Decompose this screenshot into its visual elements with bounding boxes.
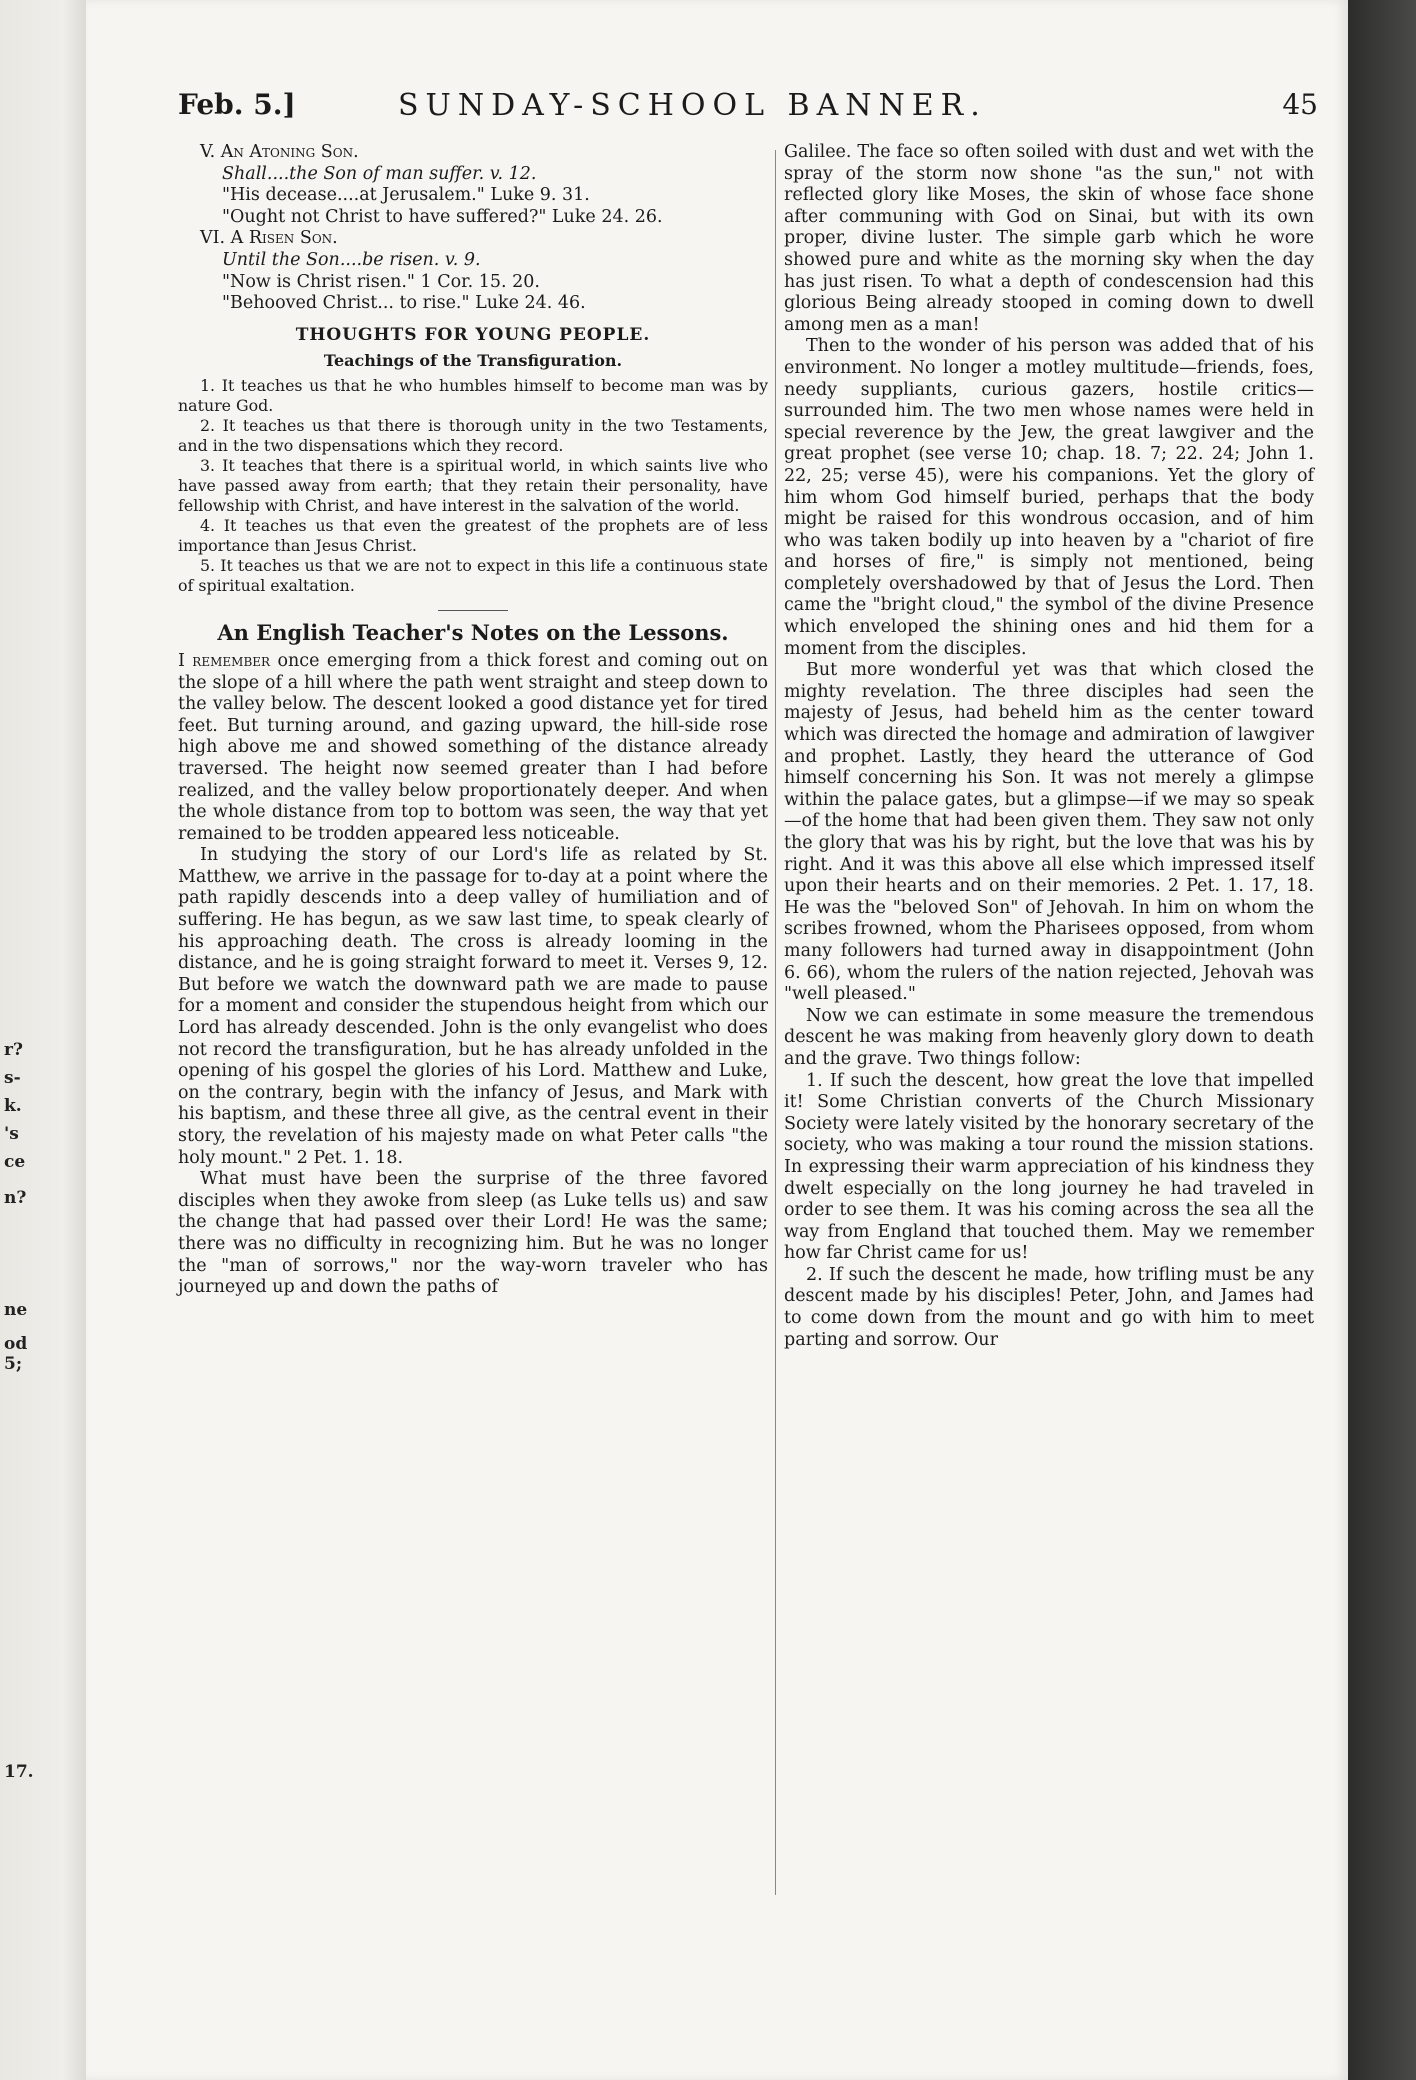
margin-fragment: k.: [4, 1096, 22, 1116]
margin-fragment: 5;: [4, 1354, 23, 1374]
teaching-item: 2. It teaches us that there is thorough unity in the two Testaments, and in the two dispensations which they record.: [178, 415, 768, 455]
teaching-item: 5. It teaches us that we are not to expect in this life a continuous state of spiritual exaltation.: [178, 555, 768, 595]
outline-verse: Until the Son....be risen. v. 9.: [222, 249, 481, 270]
outline-heading: V. An Atoning Son.: [200, 142, 359, 162]
teaching-item: 4. It teaches us that even the greatest of the prophets are of less importance than Jesus Christ.: [178, 515, 768, 555]
section-heading: THOUGHTS FOR YOUNG PEOPLE.: [295, 324, 651, 345]
column-left: [178, 142, 768, 1299]
section-rule: [438, 610, 508, 611]
column-right: [784, 142, 1314, 1351]
article-title: An English Teacher's Notes on the Lessons.: [217, 619, 729, 645]
article-paragraph: But more wonderful yet was that which closed the mighty revelation. The three disciples had seen the majesty of Jesus, had beheld him as the center toward which was directed the homage and admiration of lawgiver and prophet. Lastly, they heard the utterance of God himself concerning his Son. It was not merely a glimpse within the palace gates, but a glimpse—if we may so speak—of the home that had been given them. They saw not only the glory that was his by right, but the love that was his by right. And it was this above all else which impressed itself upon their hearts and on their memories. 2 Pet. 1. 17, 18. He was the "beloved Son" of Jehovah. In him on whom the scribes frowned, whom the Pharisees opposed, from whom many followers had turned away in disappointment (John 6. 66), whom the rulers of the nation rejected, Jehovah was "well pleased.": [784, 660, 1314, 1005]
margin-fragment: ne: [4, 1300, 28, 1320]
article-paragraph: Galilee. The face so often soiled with dust and wet with the spray of the storm now shone "as the sun," not with reflected glory like Moses, the skin of whose face shone after communing with God on Sinai, but with its own proper, divine luster. The simple garb which he wore showed pure and white as the morning sky when the day has just risen. To what a depth of condescension had this glorious Being already stooped in coming down to dwell among men as a man!: [784, 142, 1314, 335]
subsection-heading: Teachings of the Transfiguration.: [323, 351, 623, 371]
outline-quote: "Now is Christ risen." 1 Cor. 15. 20.: [222, 271, 540, 292]
article-paragraph: What must have been the surprise of the three favored disciples when they awoke from sleep (as Luke tells us) and saw the change that had passed over their Lord! He was the same; there was no difficulty in recognizing him. But he was no longer the "man of sorrows," nor the way-worn traveler who has journeyed up and down the paths of: [178, 1169, 768, 1298]
margin-fragment: ce: [4, 1152, 26, 1172]
margin-fragment: 17.: [4, 1762, 34, 1782]
outline-verse: Shall....the Son of man suffer. v. 12.: [222, 163, 537, 184]
column-divider: [775, 150, 776, 1895]
article-paragraph: I remember once emerging from a thick forest and coming out on the slope of a hill where the path went straight and steep down to the valley below. The descent looked a good distance yet for tired feet. But turning around, and gazing upward, the hill-side rose high above me and showed something of the distance already traversed. The height now seemed greater than I had before realized, and the valley below proportionately deeper. And when the whole distance from top to bottom was seen, the way that yet remained to be trodden appeared less noticeable.: [178, 650, 768, 844]
document-page: [86, 0, 1348, 2080]
page-number: 45: [1282, 88, 1318, 121]
article-paragraph: 2. If such the descent he made, how trifling must be any descent made by his disciples! Peter, John, and James had to come down from the mount and go with him to meet parting and sorrow. Our: [784, 1264, 1314, 1350]
article-paragraph: In studying the story of our Lord's life as related by St. Matthew, we arrive in the passage for to-day at a point where the path rapidly descends into a deep valley of humiliation and of suffering. He has begun, as we saw last time, to speak clearly of his approaching death. The cross is already looming in the distance, and he is going straight forward to meet it. Verses 9, 12. But before we watch the downward path we are made to pause for a moment and consider the stupendous height from which our Lord has already descended. John is the only evangelist who does not record the transfiguration, but he has already unfolded in the opening of his gospel the glories of his Lord. Matthew and Luke, on the contrary, begin with the infancy of Jesus, and Mark with his baptism, and these three all give, as the central event in their story, the revelation of his majesty made on what Peter calls "the holy mount." 2 Pet. 1. 18.: [178, 845, 768, 1168]
teachings-list: [178, 376, 768, 596]
margin-fragment: n?: [4, 1188, 27, 1208]
outline-quote: "Behooved Christ... to rise." Luke 24. 46.: [222, 293, 586, 314]
margin-fragment: s-: [4, 1068, 21, 1088]
margin-fragment: r?: [4, 1040, 23, 1060]
article-paragraph: Now we can estimate in some measure the tremendous descent he was making from heavenly glory down to death and the grave. Two things follow:: [784, 1005, 1314, 1069]
previous-page-edge: [0, 0, 90, 2080]
lesson-outline: [178, 142, 768, 315]
article-drop-word: I remember: [178, 650, 271, 671]
article-paragraph: Then to the wonder of his person was added that of his environment. No longer a motley multitude—friends, foes, needy suppliants, curious gazers, hostile critics—surrounded him. The two men whose names were held in special reverence by the Jew, the great lawgiver and the great prophet (see verse 10; chap. 18. 7; 22. 24; John 1. 22, 25; verse 45), were his companions. Yet the glory of him whom God himself buried, perhaps that the body might be raised for this wondrous occasion, and of him who was taken bodily up into heaven by a "chariot of fire and horses of fire," is simply not mentioned, being completely overshadowed by that of Jesus the Lord. Then came the "bright cloud," the symbol of the divine Presence which enveloped the shining ones and hid them for a moment from the disciples.: [784, 336, 1314, 659]
margin-fragment: 's: [4, 1124, 19, 1144]
teaching-item: 1. It teaches us that he who humbles himself to become man was by nature God.: [178, 375, 768, 415]
margin-fragment: od: [4, 1334, 28, 1354]
outline-heading: VI. A Risen Son.: [200, 228, 338, 249]
running-header: [178, 88, 1318, 128]
article-paragraph: 1. If such the descent, how great the love that impelled it! Some Christian converts of the Church Missionary Society were lately visited by the honorary secretary of the society, who was making a tour round the mission stations. In expressing their warm appreciation of his kindness they dwelt especially on the long journey he had traveled in order to see them. It was his coming across the sea all the way from England that touched them. May we remember how far Christ came for us!: [784, 1070, 1314, 1264]
header-date: Feb. 5.]: [178, 88, 296, 121]
outline-quote: "Ought not Christ to have suffered?" Luke 24. 26.: [222, 206, 663, 227]
header-title: SUNDAY-SCHOOL BANNER.: [398, 88, 987, 123]
teaching-item: 3. It teaches that there is a spiritual world, in which saints live who have passed away from earth; that they retain their personality, have fellowship with Christ, and have interest in the salvation of the world.: [178, 455, 768, 515]
outline-quote: "His decease....at Jerusalem." Luke 9. 31.: [222, 185, 590, 206]
book-edge: [1348, 0, 1416, 2080]
